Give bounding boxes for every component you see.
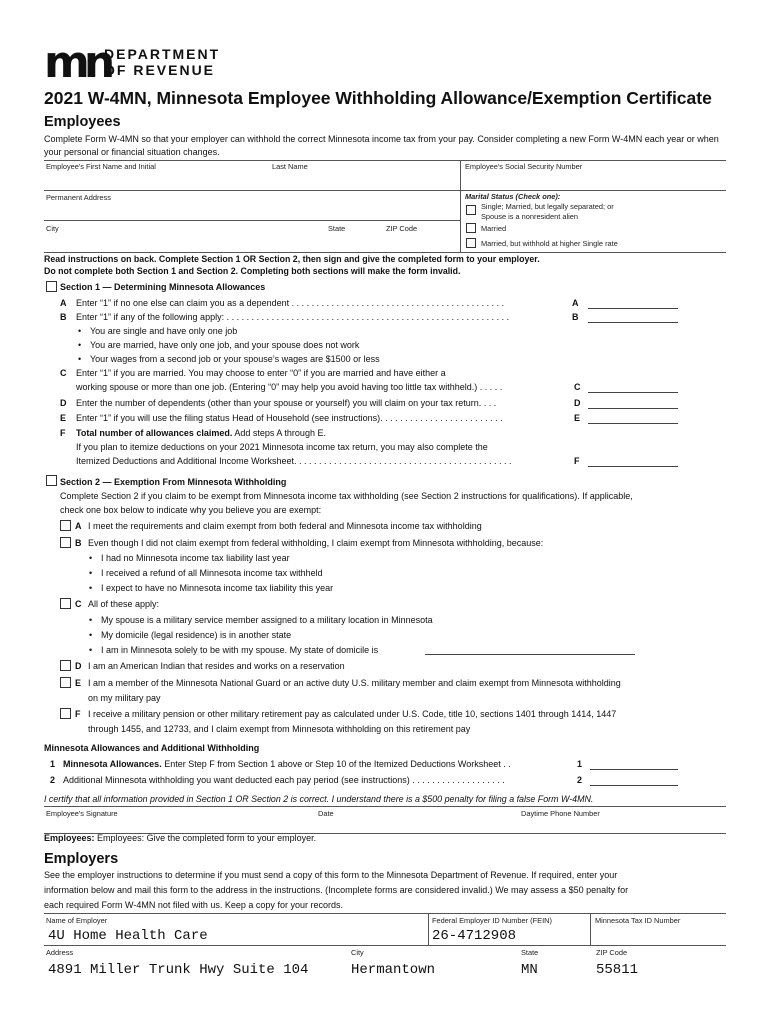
add-line-1-letter: 1 <box>577 759 583 769</box>
s2-e-letter: E <box>75 678 82 688</box>
s2-c-checkbox[interactable] <box>60 598 71 609</box>
s1-f-text-2: If you plan to itemize deductions on your 2021 Minnesota income tax return, you may also complete the <box>76 442 488 452</box>
s2-f-text-2: through 1455, and 12733, and I claim exempt from Minnesota withholding on this retirement pay <box>88 724 471 734</box>
s1-b-bullet-2: • You are married, have only one job, and your spouse does not work <box>90 338 359 352</box>
ssn-field[interactable] <box>465 171 723 189</box>
phone-label: Daytime Phone Number <box>521 809 600 818</box>
first-last-name-field[interactable] <box>46 171 456 189</box>
state-of-domicile-input[interactable] <box>425 654 635 655</box>
section2-intro-1: Complete Section 2 if you claim to be exempt from Minnesota income tax withholding (see Section 2 instructions for qualifications). If applicable, <box>60 491 633 501</box>
section1-title: Section 1 — Determining Minnesota Allowances <box>60 282 266 292</box>
s1-d-input[interactable] <box>588 408 678 409</box>
add-line-1-text <box>63 757 511 771</box>
s2-e-text-1: I am a member of the Minnesota National Guard or an active duty U.S. military member and claim exempt from Minnesota withholding <box>88 678 621 688</box>
s1-e-line-letter: E <box>574 413 581 423</box>
s1-d-text: Enter the number of dependents (other than your spouse or yourself) you will claim on your tax return. . . . <box>76 398 497 408</box>
s2-a-letter: A <box>75 521 82 531</box>
fein-value[interactable]: 26-4712908 <box>432 928 517 944</box>
employer-state-label: State <box>521 948 539 957</box>
employer-zip-value[interactable]: 55811 <box>596 962 639 978</box>
s1-e-text: Enter “1” if you will use the filing status Head of Household (see instructions). . . . . . . . . . . . . . . . . . . . . . . . . <box>76 413 503 423</box>
s2-e-checkbox[interactable] <box>60 677 71 688</box>
signature-label: Employee's Signature <box>46 809 118 818</box>
s2-a-checkbox[interactable] <box>60 520 71 531</box>
marital-status-text: Marital Status (Check one): <box>465 192 561 201</box>
city-field[interactable] <box>46 232 316 250</box>
phone-field[interactable] <box>521 818 721 832</box>
section1-checkbox[interactable] <box>46 281 57 292</box>
s1-c-letter: C <box>60 368 67 378</box>
s2-f-letter: F <box>75 709 81 719</box>
s1-f-title: Total number of allowances claimed. <box>76 428 233 438</box>
instructions-line-2: Do not complete both Section 1 and Section 2. Completing both sections will make the form invalid. <box>44 266 461 276</box>
section2-title: Section 2 — Exemption From Minnesota Withholding <box>60 477 287 487</box>
employers-heading: Employers <box>44 851 119 867</box>
s1-c-text-1: Enter “1” if you are married. You may choose to enter “0” if you are married and have either a <box>76 368 446 378</box>
employees-intro: Complete Form W-4MN so that your employer can withhold the correct Minnesota income tax from your pay. Consider completing a new Form W-4MN each year or when your personal or financial situation changes. <box>44 134 719 157</box>
s1-a-letter: A <box>60 298 67 308</box>
employer-state-value[interactable]: MN <box>521 962 538 978</box>
first-name-label: Employee's First Name and Initial <box>46 162 156 171</box>
s1-b-bullet-3: • Your wages from a second job or your spouse’s wages are $1500 or less <box>90 352 380 366</box>
employer-city-value[interactable]: Hermantown <box>351 962 436 978</box>
s1-a-text: Enter “1” if no one else can claim you as a dependent . . . . . . . . . . . . . . . . . . . . . . . . . . . . . . . . . . . . . . . . . . . <box>76 298 505 308</box>
s2-b-letter: B <box>75 538 82 548</box>
give-form-text: Employees: Give the completed form to your employer. <box>97 833 317 843</box>
employer-city-label: City <box>351 948 364 957</box>
s2-c-bullet-1: • My spouse is a military service member assigned to a military location in Minnesota <box>101 613 433 627</box>
s1-b-bullet-1: • You are single and have only one job <box>90 324 237 338</box>
employers-intro-3: each required Form W-4MN not filed with us. Keep a copy for your records. <box>44 900 343 910</box>
ssn-label: Employee's Social Security Number <box>465 162 583 171</box>
s2-d-checkbox[interactable] <box>60 660 71 671</box>
s1-f-text-3: Itemized Deductions and Additional Income Worksheet. . . . . . . . . . . . . . . . . . . . . . . . . . . . . . . . . . . . . . . . . . . . <box>76 456 512 466</box>
section2-checkbox[interactable] <box>46 475 57 486</box>
s1-e-input[interactable] <box>588 423 678 424</box>
marital-higher-single-checkbox[interactable] <box>466 238 476 248</box>
s1-b-text: Enter “1” if any of the following apply: . . . . . . . . . . . . . . . . . . . . . . . . . . . . . . . . . . . . . . . . . . . . . . . . . . . . . . . . . <box>76 312 510 322</box>
s2-c-bullet-2: • My domicile (legal residence) is in another state <box>101 628 291 642</box>
mn-logo-icon: mn <box>44 37 110 88</box>
s1-d-letter: D <box>60 398 67 408</box>
s1-a-line-letter: A <box>572 298 579 308</box>
add-line-1-num: 1 <box>50 759 56 769</box>
s1-e-letter: E <box>60 413 67 423</box>
dept-line-2: OF REVENUE <box>104 62 216 78</box>
employer-name-label: Name of Employer <box>46 916 108 925</box>
allowances-input[interactable] <box>590 769 678 770</box>
certify-text: I certify that all information provided in Section 1 OR Section 2 is correct. I understand there is a $500 penalty for filing a false Form W-4MN. <box>44 794 594 804</box>
address-field[interactable] <box>46 202 456 218</box>
instructions-line-1: Read instructions on back. Complete Section 1 OR Section 2, then sign and give the completed form to your employer. <box>44 254 540 264</box>
fein-label: Federal Employer ID Number (FEIN) <box>432 916 552 925</box>
s1-b-letter: B <box>60 312 67 322</box>
employers-intro-2: information below and mail this form to the address in the instructions. (Incomplete forms are considered invalid.) We may assess a $50 penalty for <box>44 885 629 895</box>
mn-tax-id-label: Minnesota Tax ID Number <box>595 916 681 925</box>
form-title: 2021 W-4MN, Minnesota Employee Withholding Allowance/Exemption Certificate <box>44 88 712 108</box>
employer-zip-label: ZIP Code <box>596 948 628 957</box>
marital-single-label-2: Spouse is a nonresident alien <box>481 212 578 221</box>
date-label: Date <box>318 809 334 818</box>
s2-d-letter: D <box>75 661 82 671</box>
additional-withholding-input[interactable] <box>590 785 678 786</box>
signature-field[interactable] <box>46 818 306 832</box>
s1-b-input[interactable] <box>588 322 678 323</box>
s2-b-bullet-3: • I expect to have no Minnesota income tax liability this year <box>101 581 333 595</box>
employer-name-value[interactable]: 4U Home Health Care <box>48 928 208 944</box>
date-field[interactable] <box>318 818 508 832</box>
add-line-2-num: 2 <box>50 775 56 785</box>
s1-f-line-letter: F <box>574 456 580 466</box>
address-label: Permanent Address <box>46 193 111 202</box>
dept-line-1: DEPARTMENT <box>104 46 221 62</box>
s1-c-input[interactable] <box>588 392 678 393</box>
add-line-2-text: Additional Minnesota withholding you want deducted each pay period (see instructions) . . . . . . . . . . . . . . . . . . . <box>63 775 505 785</box>
zip-label: ZIP Code <box>386 224 418 233</box>
s2-a-text: I meet the requirements and claim exempt from both federal and Minnesota income tax withholding <box>88 521 482 531</box>
employees-heading: Employees <box>44 114 121 130</box>
employer-address-value[interactable]: 4891 Miller Trunk Hwy Suite 104 <box>48 962 309 978</box>
s2-f-checkbox[interactable] <box>60 708 71 719</box>
s2-b-checkbox[interactable] <box>60 537 71 548</box>
s1-a-input[interactable] <box>588 308 678 309</box>
add-line-1-bold: Minnesota Allowances. <box>63 759 162 769</box>
section2-intro-2: check one box below to indicate why you believe you are exempt: <box>60 505 322 515</box>
zip-field[interactable] <box>386 232 456 250</box>
s1-f-input[interactable] <box>588 466 678 467</box>
marital-status-label <box>465 192 560 201</box>
last-name-label: Last Name <box>272 162 308 171</box>
add-line-2-letter: 2 <box>577 775 583 785</box>
s2-e-text-2: on my military pay <box>88 693 161 703</box>
city-label: City <box>46 224 59 233</box>
department-name <box>104 46 220 78</box>
additional-title: Minnesota Allowances and Additional Withholding <box>44 743 260 753</box>
marital-single-checkbox[interactable] <box>466 205 476 215</box>
employers-intro-1: See the employer instructions to determine if you must send a copy of this form to the Minnesota Department of Revenue. If required, enter your <box>44 870 618 880</box>
s1-b-line-letter: B <box>572 312 579 322</box>
s1-c-line-letter: C <box>574 382 581 392</box>
s1-d-line-letter: D <box>574 398 581 408</box>
marital-higher-single-label: Married, but withhold at higher Single rate <box>481 239 618 248</box>
s1-f-letter: F <box>60 428 66 438</box>
give-form-note: Employees: Employees: Give the completed form to your employer. <box>44 833 317 843</box>
s2-d-text: I am an American Indian that resides and works on a reservation <box>88 661 345 671</box>
s1-f-text-1 <box>76 426 326 440</box>
mn-tax-id-field[interactable] <box>595 928 723 944</box>
s2-c-letter: C <box>75 599 82 609</box>
s2-c-bullet-3: • I am in Minnesota solely to be with my spouse. My state of domicile is <box>101 643 378 657</box>
marital-single-label-1: Single; Married, but legally separated; or <box>481 202 614 211</box>
s2-c-text: All of these apply: <box>88 599 160 609</box>
s2-f-text-1: I receive a military pension or other military retirement pay as calculated under U.S. Code, title 10, sections 1401 through 1414, 1447 <box>88 709 617 719</box>
state-label: State <box>328 224 346 233</box>
marital-married-checkbox[interactable] <box>466 223 476 233</box>
add-line-1-rest: Enter Step F from Section 1 above or Step 10 of the Itemized Deductions Worksheet . . <box>164 759 511 769</box>
marital-married-label: Married <box>481 224 507 233</box>
s1-f-rest: Add steps A through E. <box>234 428 326 438</box>
s1-c-text-2: working spouse or more than one job. (Entering “0” may help you avoid having too little tax withheld.) . . . . . <box>76 382 503 392</box>
state-field[interactable] <box>328 232 378 250</box>
s2-b-bullet-2: • I received a refund of all Minnesota income tax withheld <box>101 566 323 580</box>
s2-b-text: Even though I did not claim exempt from federal withholding, I claim exempt from Minnesota withholding, because: <box>88 538 544 548</box>
employer-address-label: Address <box>46 948 74 957</box>
s2-b-bullet-1: • I had no Minnesota income tax liability last year <box>101 551 290 565</box>
